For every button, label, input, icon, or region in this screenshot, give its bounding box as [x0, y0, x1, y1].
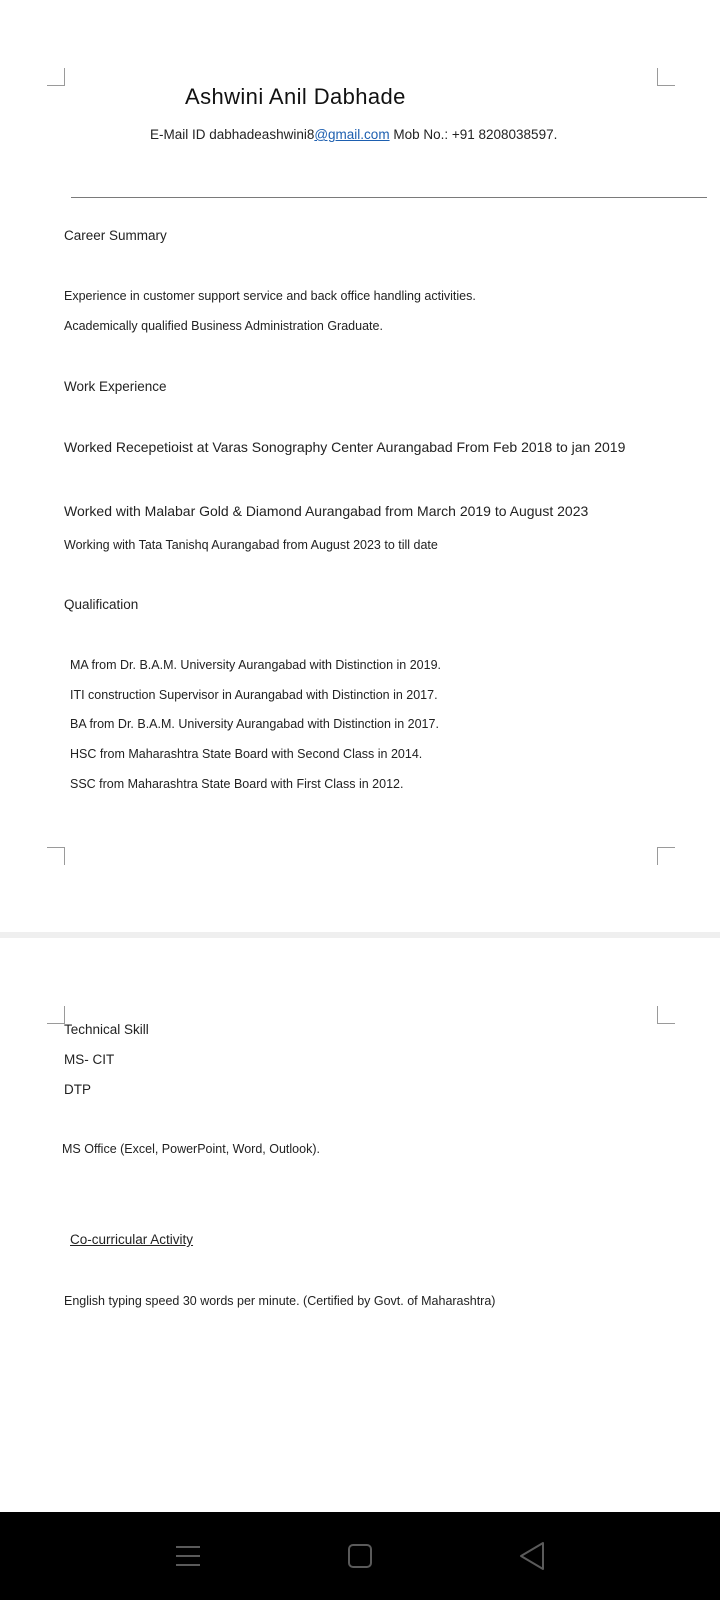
work-experience-line: Worked Recepetioist at Varas Sonography Center Aurangabad From Feb 2018 to jan 2019	[64, 439, 626, 455]
margin-corner-mark	[47, 68, 65, 86]
career-summary-line: Academically qualified Business Administration Graduate.	[64, 319, 383, 333]
back-button[interactable]	[508, 1532, 556, 1580]
section-heading-technical-skill: Technical Skill	[64, 1022, 149, 1037]
margin-corner-mark	[47, 847, 65, 865]
contact-line	[150, 127, 557, 142]
section-heading-co-curricular: Co-curricular Activity	[70, 1232, 194, 1247]
co-curricular-line: English typing speed 30 words per minute. (Certified by Govt. of Maharashtra)	[64, 1294, 496, 1308]
phone-text: Mob No.: +91 8208038597.	[389, 127, 558, 142]
technical-skill-office: MS Office (Excel, PowerPoint, Word, Outlook).	[62, 1142, 320, 1156]
home-button[interactable]	[336, 1532, 384, 1580]
qualification-item: MA from Dr. B.A.M. University Aurangabad with Distinction in 2019.	[70, 658, 441, 672]
system-navigation-bar	[0, 1512, 720, 1600]
section-heading-work-experience: Work Experience	[64, 379, 167, 394]
home-square-icon	[347, 1543, 373, 1569]
email-link[interactable]: @gmail.com	[314, 127, 390, 142]
resume-name: Ashwini Anil Dabhade	[185, 84, 406, 109]
email-label: E-Mail ID dabhadeashwini8	[150, 127, 315, 142]
header-divider	[71, 197, 707, 198]
margin-corner-mark	[657, 68, 675, 86]
qualification-item: BA from Dr. B.A.M. University Aurangabad with Distinction in 2017.	[70, 717, 439, 731]
document-page-2	[0, 938, 720, 1512]
margin-corner-mark	[657, 847, 675, 865]
recent-apps-button[interactable]	[164, 1532, 212, 1580]
qualification-item: ITI construction Supervisor in Aurangabad with Distinction in 2017.	[70, 688, 438, 702]
qualification-item: HSC from Maharashtra State Board with Second Class in 2014.	[70, 747, 423, 761]
back-triangle-icon	[518, 1541, 546, 1571]
menu-icon	[175, 1545, 201, 1567]
career-summary-line: Experience in customer support service and back office handling activities.	[64, 289, 476, 303]
technical-skill-item: DTP	[64, 1082, 91, 1097]
margin-corner-mark	[47, 1006, 65, 1024]
section-heading-career-summary: Career Summary	[64, 228, 167, 243]
section-heading-qualification: Qualification	[64, 597, 139, 612]
margin-corner-mark	[657, 1006, 675, 1024]
qualification-item: SSC from Maharashtra State Board with First Class in 2012.	[70, 777, 404, 791]
technical-skill-item: MS- CIT	[64, 1052, 115, 1067]
work-experience-line: Worked with Malabar Gold & Diamond Aurangabad from March 2019 to August 2023	[64, 503, 589, 519]
work-experience-line: Working with Tata Tanishq Aurangabad from August 2023 to till date	[64, 538, 438, 552]
